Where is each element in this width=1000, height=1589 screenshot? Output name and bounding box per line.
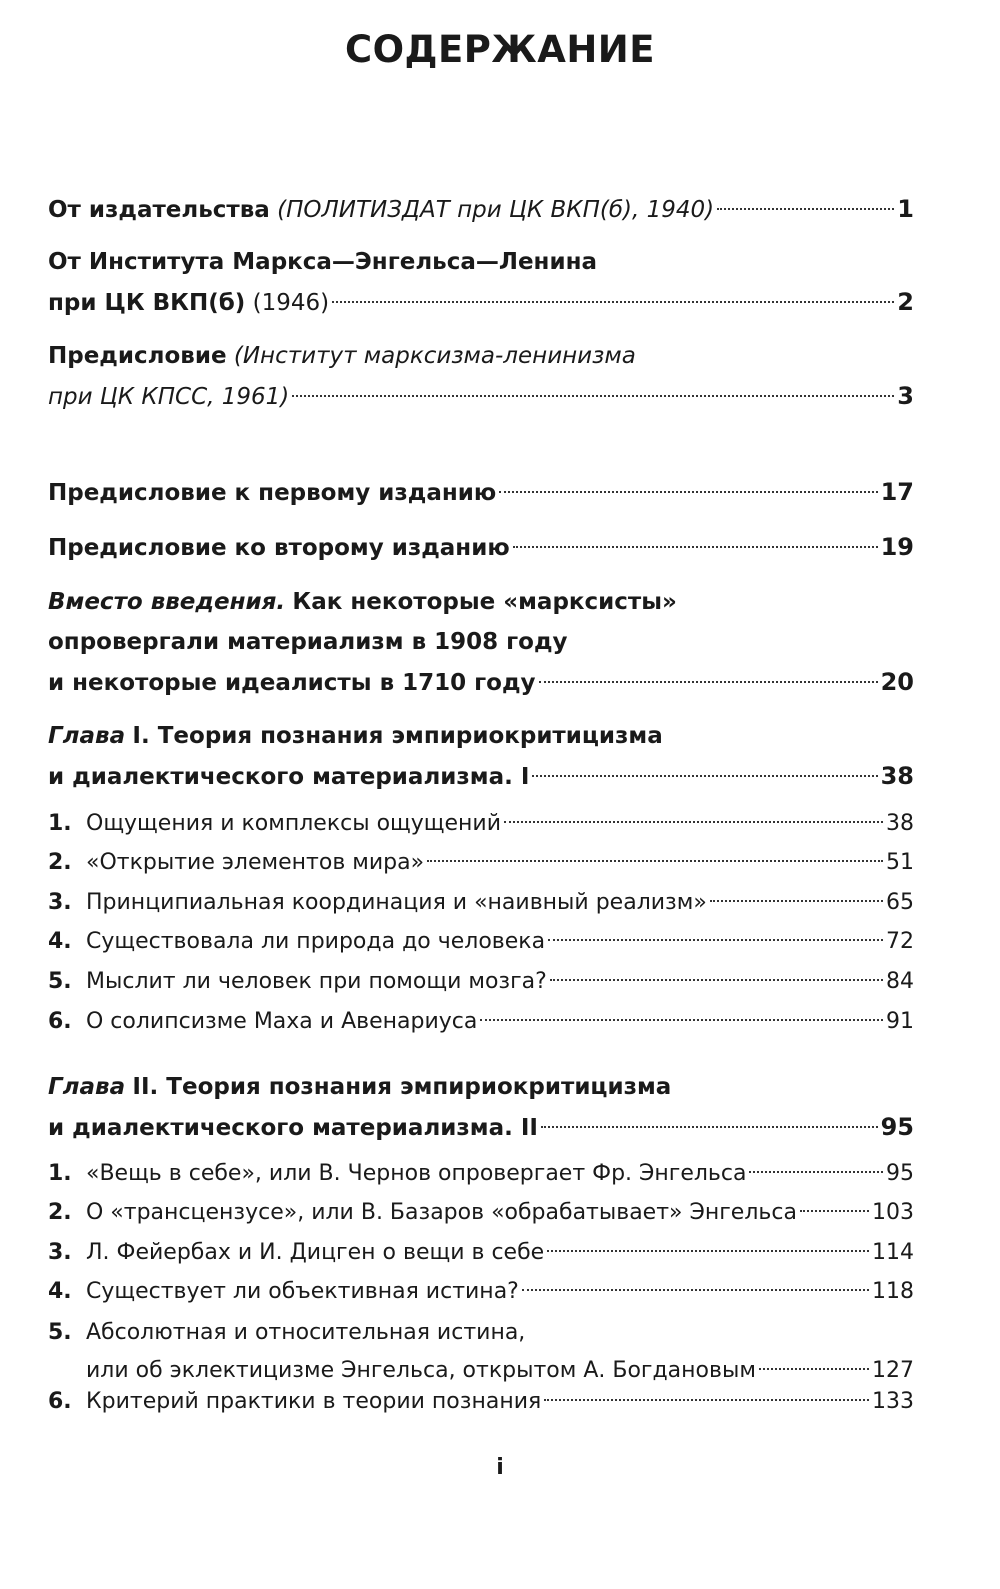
entry-note: (1946) [252, 290, 330, 316]
section-number: 4. [48, 929, 72, 954]
entry-title-line3: и некоторые идеалисты в 1710 году [48, 670, 536, 696]
section-title: Существовала ли природа до человека [86, 929, 546, 954]
leader-dots [544, 1399, 869, 1401]
section-number: 5. [48, 969, 72, 994]
page-number: 17 [880, 478, 914, 506]
section-number: 6. [48, 1009, 72, 1034]
entry-note: (ПОЛИТИЗДАТ при ЦК ВКП(б), 1940) [277, 197, 715, 223]
entry-title-line1: От Института Маркса—Энгельса—Ленина [48, 249, 597, 275]
toc-entry-institute[interactable] [48, 242, 914, 322]
page-number: 2 [897, 288, 914, 316]
toc-entry-intro[interactable] [48, 582, 914, 702]
entry-label: Вместо введения. [48, 589, 286, 615]
page-number: 84 [886, 969, 914, 994]
page-number: 133 [872, 1389, 914, 1414]
section-number: 5. [48, 1320, 72, 1345]
leader-dots [332, 301, 894, 303]
toc-section[interactable] [48, 844, 914, 882]
leader-dots [717, 208, 894, 210]
toc-section[interactable] [48, 963, 914, 1001]
leader-dots [541, 1126, 878, 1128]
page-number: 51 [886, 850, 914, 875]
section-title-line2: или об эклектицизме Энгельса, открытом А. Богдановым [86, 1358, 756, 1383]
chapter-title-line1: II. Теория познания эмпириокритицизма [132, 1074, 672, 1100]
page-number: 114 [872, 1240, 914, 1265]
toc-entry-publisher[interactable] [48, 189, 914, 229]
leader-dots [480, 1019, 883, 1021]
section-title: Критерий практики в теории познания [86, 1389, 542, 1414]
leader-dots [499, 491, 877, 493]
page-number: 127 [872, 1358, 914, 1383]
page-folio: i [496, 1455, 504, 1480]
section-number: 6. [48, 1389, 72, 1414]
page-number: 1 [897, 195, 914, 223]
toc-section[interactable] [48, 1314, 914, 1390]
page-number: 38 [886, 811, 914, 836]
section-title: «Вещь в себе», или В. Чернов опровергает Фр. Энгельса [86, 1161, 747, 1186]
page-number: 118 [872, 1279, 914, 1304]
section-title: Мыслит ли человек при помощи мозга? [86, 969, 547, 994]
page-number: 95 [886, 1161, 914, 1186]
section-title: О солипсизме Маха и Авенариуса [86, 1009, 478, 1034]
leader-dots [504, 821, 883, 823]
section-number: 4. [48, 1279, 72, 1304]
section-title: О «трансцензусе», или В. Базаров «обрабатывает» Энгельса [86, 1200, 797, 1225]
entry-note-line1: (Институт марксизма-ленинизма [233, 343, 636, 369]
leader-dots [800, 1210, 869, 1212]
leader-dots [292, 395, 894, 397]
page-number: 95 [880, 1113, 914, 1141]
leader-dots [522, 1289, 869, 1291]
section-number: 2. [48, 850, 72, 875]
toc-section[interactable] [48, 805, 914, 843]
page-number: 3 [897, 382, 914, 410]
leader-dots [548, 939, 883, 941]
leader-dots [749, 1171, 883, 1173]
leader-dots [513, 546, 878, 548]
chapter-label: Глава [48, 1074, 126, 1100]
section-title: Существует ли объективная истина? [86, 1279, 519, 1304]
entry-title: От издательства [48, 197, 270, 223]
chapter-label: Глава [48, 723, 126, 749]
leader-dots [547, 1250, 869, 1252]
page-title: СОДЕРЖАНИЕ [344, 28, 656, 71]
chapter-title-line2: и диалектического материализма. I [48, 764, 530, 790]
toc-entry-chapter-1[interactable] [48, 716, 914, 796]
entry-title: Предисловие [48, 343, 227, 369]
toc-section[interactable] [48, 1003, 914, 1041]
page-number: 103 [872, 1200, 914, 1225]
leader-dots [427, 860, 883, 862]
toc-section[interactable] [48, 1234, 914, 1272]
section-title: Л. Фейербах и И. Дицген о вещи в себе [86, 1240, 545, 1265]
section-number: 3. [48, 890, 72, 915]
toc-entry-foreword[interactable] [48, 336, 914, 416]
section-number: 3. [48, 1240, 72, 1265]
section-title: Ощущения и комплексы ощущений [86, 811, 502, 836]
toc-entry-chapter-2[interactable] [48, 1067, 914, 1147]
page-number: 38 [880, 762, 914, 790]
toc-entry-preface-first[interactable] [48, 472, 914, 512]
section-title-line1: Абсолютная и относительная истина, [86, 1320, 526, 1345]
section-title: Принципиальная координация и «наивный реализм» [86, 890, 707, 915]
toc-section[interactable] [48, 923, 914, 961]
chapter-title-line2: и диалектического материализма. II [48, 1115, 538, 1141]
toc-section[interactable] [48, 1383, 914, 1421]
chapter-title-line1: I. Теория познания эмпириокритицизма [132, 723, 663, 749]
page-number: 65 [886, 890, 914, 915]
page-number: 72 [886, 929, 914, 954]
section-number: 1. [48, 1161, 72, 1186]
leader-dots [539, 681, 878, 683]
entry-note-line2: при ЦК КПСС, 1961) [48, 384, 290, 410]
toc-entry-preface-second[interactable] [48, 527, 914, 567]
leader-dots [759, 1368, 869, 1370]
leader-dots [710, 900, 883, 902]
entry-title: Предисловие к первому изданию [48, 480, 497, 506]
toc-section[interactable] [48, 1155, 914, 1193]
page-number: 19 [880, 533, 914, 561]
toc-section[interactable] [48, 884, 914, 922]
entry-title-line1: Как некоторые «марксисты» [292, 589, 677, 615]
leader-dots [532, 775, 877, 777]
section-number: 1. [48, 811, 72, 836]
leader-dots [550, 979, 883, 981]
entry-title-line2: при ЦК ВКП(б) [48, 290, 246, 316]
toc-section[interactable] [48, 1273, 914, 1311]
entry-title: Предисловие ко второму изданию [48, 535, 510, 561]
toc-section[interactable] [48, 1194, 914, 1232]
section-title: «Открытие элементов мира» [86, 850, 425, 875]
page-number: 20 [880, 668, 914, 696]
page-number: 91 [886, 1009, 914, 1034]
entry-title-line2: опровергали материализм в 1908 году [48, 629, 568, 655]
section-number: 2. [48, 1200, 72, 1225]
